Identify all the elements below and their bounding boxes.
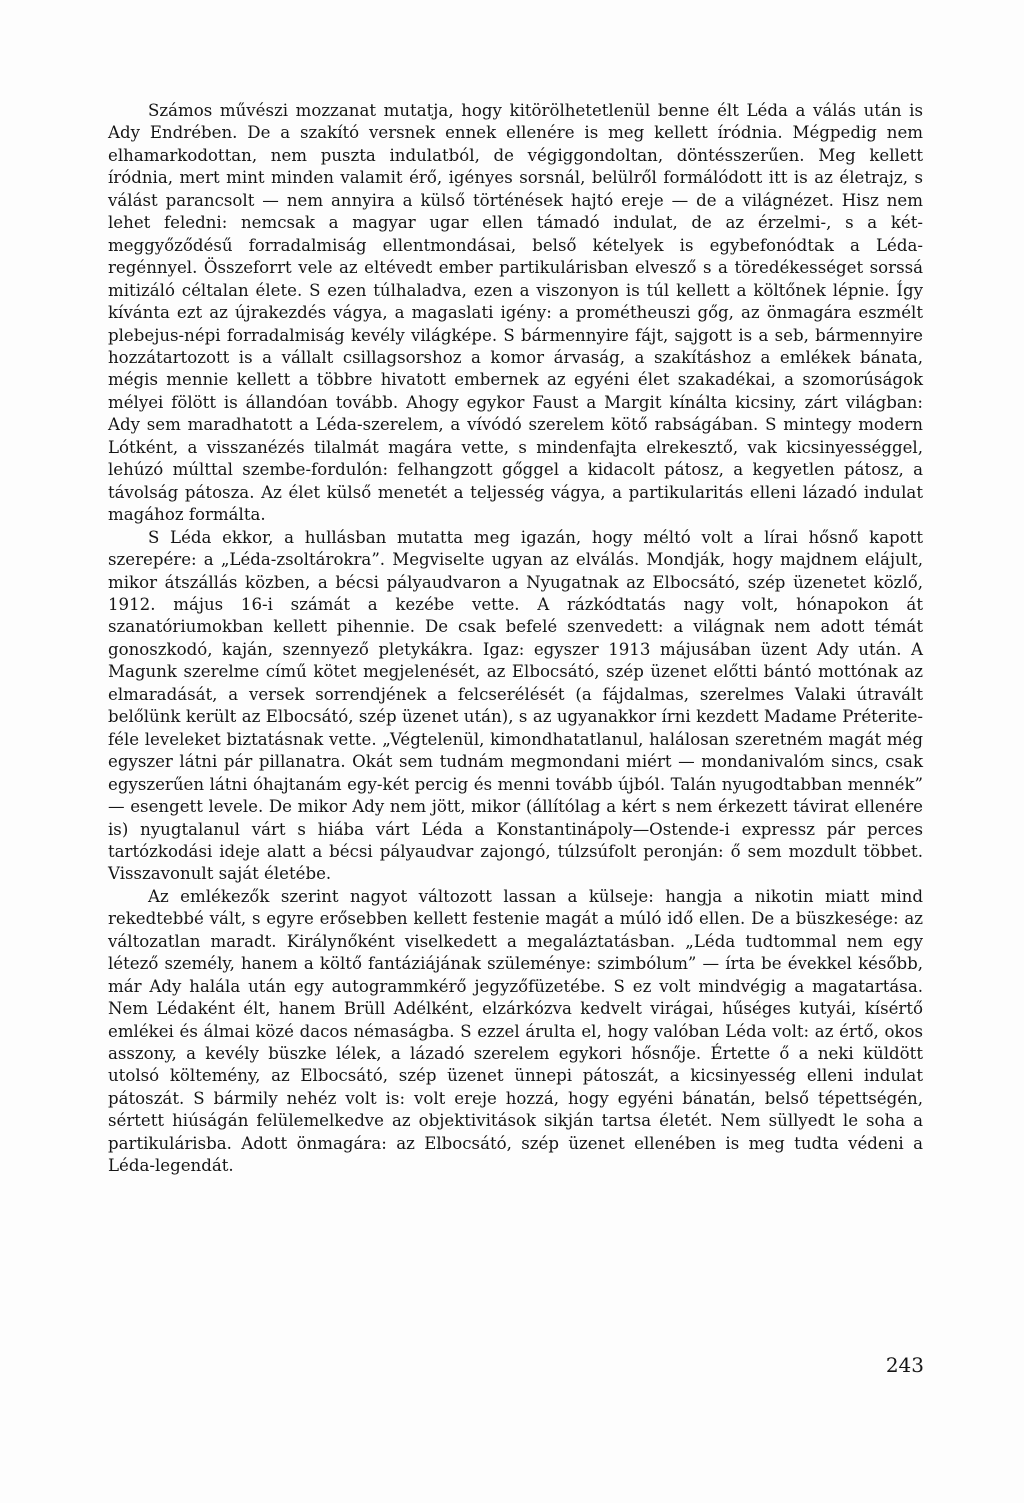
page-number: 243 xyxy=(885,1353,924,1377)
paragraph-1: Számos művészi mozzanat mutatja, hogy kitörölhetetlenül benne élt Léda a válás után is Ady Endrében. De a szakító versnek ennek ellenére is meg kellett íródnia. Mégpedig nem elhamarkodottan, nem puszta indulatból, de végiggondoltan, döntésszerűen. Meg kellett íródnia, mert mint minden valamit érő, igényes sorsnál, belülről formálódott itt is az életrajz, s válást parancsolt — nem annyira a külső történések hajtó ereje — de a világnézet. Hisz nem lehet feledni: nemcsak a magyar ugar ellen támadó indulat, de az érzelmi-, s a két-meggyőződésű forradalmiság ellentmondásai, belső kételyek is egybefonódtak a Léda-regénnyel. Összeforrt vele az eltévedt ember partikulárisban elvesző s a töredékességet sorssá mitizáló céltalan élete. S ezen túlhaladva, ezen a viszonyon is túl kellett a költőnek lépnie. Így kívánta ezt az újrakezdés vágya, a magaslati igény: a prométheuszi gőg, az önmagára eszmélt plebejus-népi forradalmiság kevély világképe. S bármennyire fájt, sajgott is a seb, bármennyire hozzátartozott is a vállalt csillagsorshoz a komor árvaság, a szakításhoz a emlékek bánata, mégis mennie kellett a többre hivatott embernek az egyéni élet szakadékai, a szomorúságok mélyei fölött is állandóan tovább. Ahogy egykor Faust a Margit kínálta kicsiny, zárt világban: Ady sem maradhatott a Léda-szerelem, a vívódó szerelem kötő rabságában. S mintegy modern Lótként, a visszanézés tilalmát magára vette, s mindenfajta elrekesztő, vak kicsinyességgel, lehúzó múlttal szembe-fordulón: felhangzott gőggel a kidacolt pátosz, a kegyetlen pátosz, a távolság pátosza. Az élet külső menetét a teljesség vágya, a partikularitás elleni lázadó indulat magához formálta. xyxy=(108,101,923,525)
body-text xyxy=(108,100,923,1178)
paragraph-3: Az emlékezők szerint nagyot változott lassan a külseje: hangja a nikotin miatt mind rekedtebbé vált, s egyre erősebben kellett festenie magát a múló idő ellen. De a büszkesége: az változatlan maradt. Királynőként viselkedett a megaláztatásban. „Léda tudtommal nem egy létező személy, hanem a költő fantáziájának szüleménye: szimbólum” — írta be évekkel később, már Ady halála után egy autogrammkérő jegyzőfüzetébe. S ez volt mindvégig a magatartása. Nem Lédaként élt, hanem Brüll Adélként, elzárkózva kedvelt virágai, hűséges kutyái, kísértő emlékei és álmai közé dacos némaságba. S ezzel árulta el, hogy valóban Léda volt: az értő, okos asszony, a kevély büszke lélek, a lázadó szerelem egykori hősnője. Értette ő a neki küldött utolsó költemény, az Elbocsátó, szép üzenet ünnepi pátoszát, a kicsinyesség elleni indulat pátoszát. S bármily nehéz volt is: volt ereje hozzá, hogy egyéni bánatán, belső tépettségén, sértett hiúságán felülemelkedve az objektivitások sikján tartsa életét. Nem süllyedt le soha a partikulárisba. Adott önmagára: az Elbocsátó, szép üzenet ellenében is meg tudta védeni a Léda-legendát. xyxy=(108,886,923,1176)
paragraph-2: S Léda ekkor, a hullásban mutatta meg igazán, hogy méltó volt a lírai hősnő kapott szerepére: a „Léda-zsoltárokra”. Megviselte ugyan az elválás. Mondják, hogy majdnem elájult, mikor átszállás közben, a bécsi pályaudvaron a Nyugatnak az Elbocsátó, szép üzenetet közlő, 1912. május 16-i számát a kezébe vette. A rázkódtatás nagy volt, hónapokon át szanatóriumokban kellett pihennie. De csak befelé szenvedett: a világnak nem adott témát gonoszkodó, kaján, szennyező pletykákra. Igaz: egyszer 1913 májusában üzent Ady után. A Magunk szerelme című kötet megjelenését, az Elbocsátó, szép üzenet előtti bántó mottónak az elmaradását, a versek sorrendjének a felcserélését (a fájdalmas, szerelmes Valaki útravált belőlünk került az Elbocsátó, szép üzenet után), s az ugyanakkor írni kezdett Madame Préterite-féle leveleket biztatásnak vette. „Végtelenül, kimondhatatlanul, halálosan szeretném magát még egyszer látni pár pillanatra. Okát sem tudnám megmondani miért — mondanivalóm sincs, csak egyszerűen látni óhajtanám egy-két percig és menni tovább újból. Talán nyugodtabban mennék” — esengett levele. De mikor Ady nem jött, mikor (állítólag a kért s nem érkezett távirat ellenére is) nyugtalanul várt s hiába várt Léda a Konstantinápoly—Ostende-i expressz pár perces tartózkodási ideje alatt a bécsi pályaudvar zajongó, túlzsúfolt peronján: ő sem mozdult többet. Visszavonult saját életébe. xyxy=(108,527,923,884)
